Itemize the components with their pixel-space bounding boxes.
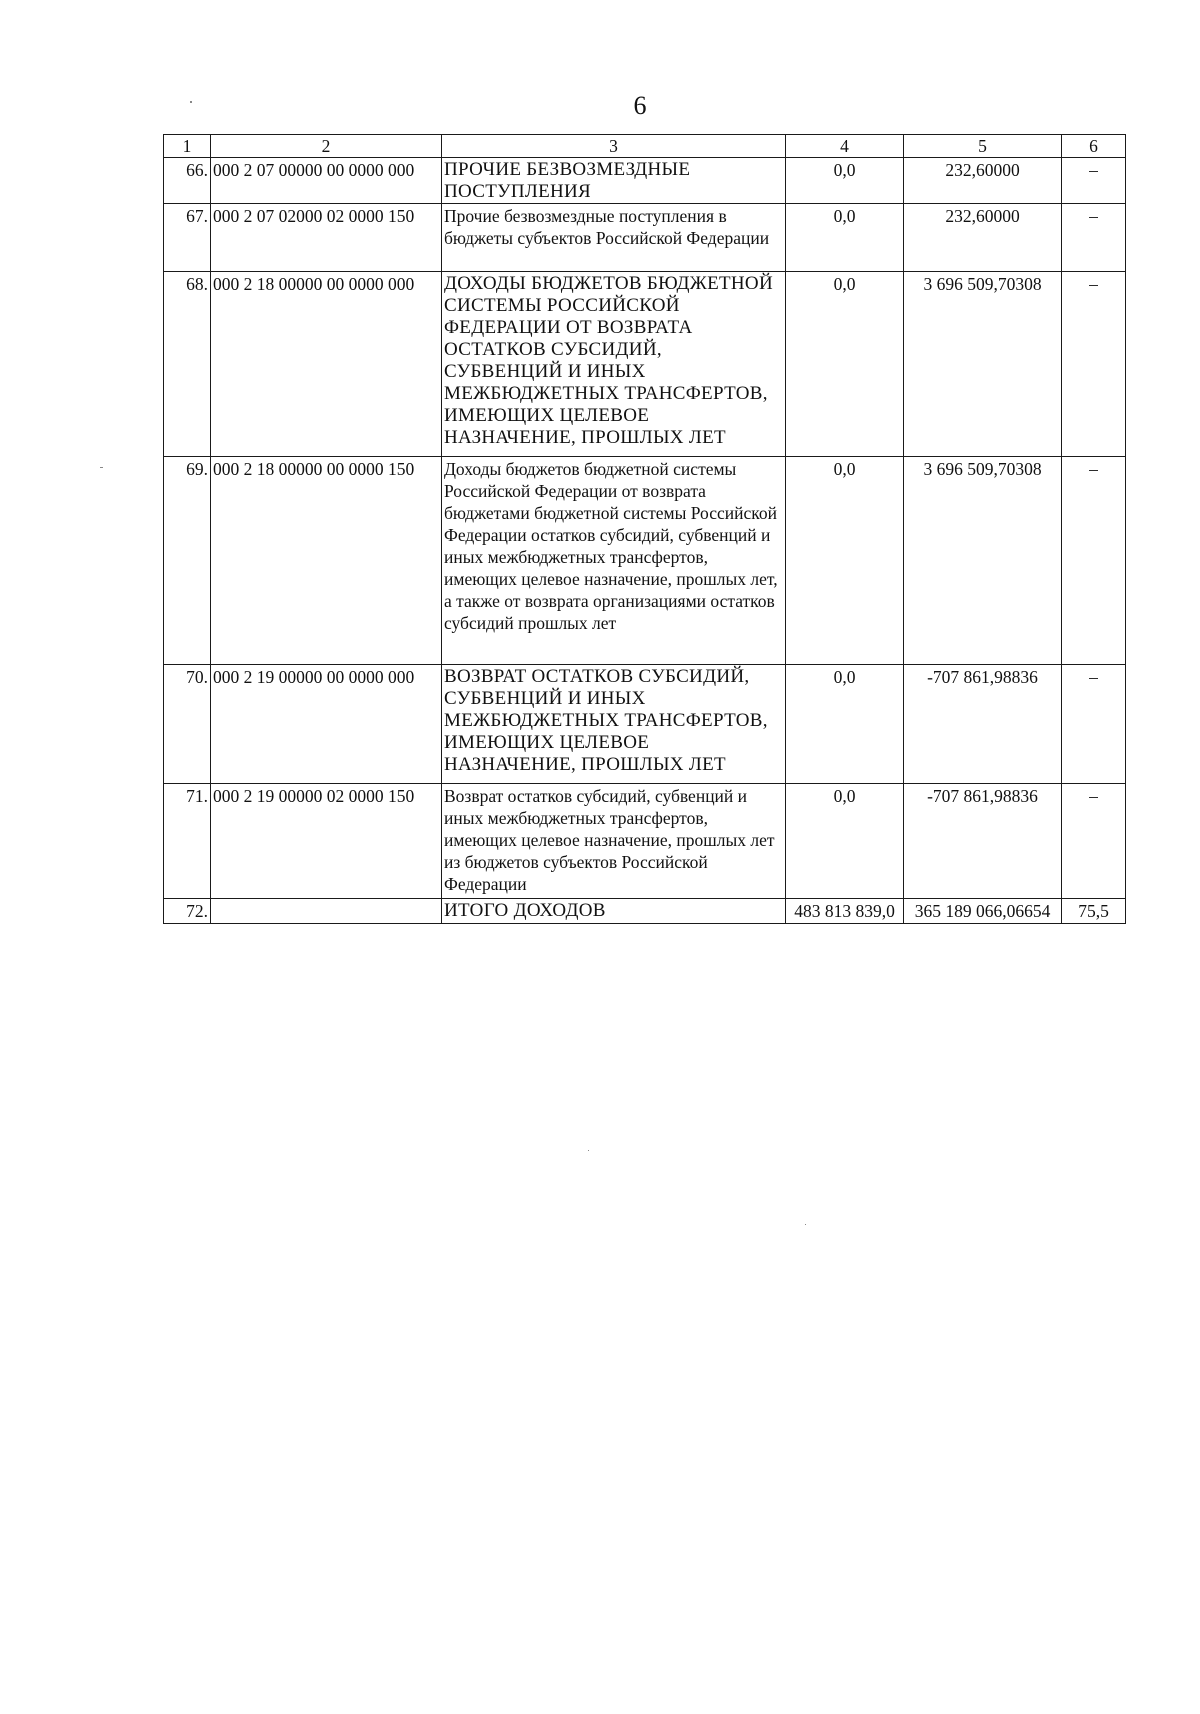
row-number: 68. (164, 272, 211, 457)
table-row (164, 784, 1126, 899)
header-col-5: 5 (904, 135, 1062, 158)
fact-value: 232,60000 (904, 158, 1062, 204)
scan-speck (100, 467, 103, 468)
fact-value: 3 696 509,70308 (904, 272, 1062, 457)
budget-code (211, 899, 442, 924)
page-number: 6 (633, 91, 647, 120)
income-table (163, 134, 1126, 924)
percent-value: – (1062, 457, 1126, 665)
scan-speck (190, 101, 192, 103)
table-row (164, 665, 1126, 784)
scan-speck (805, 1224, 806, 1225)
percent-value: – (1062, 204, 1126, 272)
fact-value: -707 861,98836 (904, 784, 1062, 899)
budget-code: 000 2 07 02000 02 0000 150 (211, 204, 442, 272)
row-number: 72. (164, 899, 211, 924)
fact-value: 3 696 509,70308 (904, 457, 1062, 665)
fact-value: 365 189 066,06654 (904, 899, 1062, 924)
plan-value: 0,0 (786, 665, 904, 784)
row-number: 67. (164, 204, 211, 272)
header-col-2: 2 (211, 135, 442, 158)
percent-value: – (1062, 158, 1126, 204)
percent-value: 75,5 (1062, 899, 1126, 924)
row-number: 70. (164, 665, 211, 784)
budget-code: 000 2 18 00000 00 0000 150 (211, 457, 442, 665)
income-name: ПРОЧИЕ БЕЗВОЗМЕЗДНЫЕ ПОСТУПЛЕНИЯ (442, 158, 786, 204)
income-name: ВОЗВРАТ ОСТАТКОВ СУБСИДИЙ, СУБВЕНЦИЙ И ИНЫХ МЕЖБЮДЖЕТНЫХ ТРАНСФЕРТОВ, ИМЕЮЩИХ ЦЕЛЕВОЕ НАЗНАЧЕНИЕ, ПРОШЛЫХ ЛЕТ (442, 665, 786, 784)
row-number: 69. (164, 457, 211, 665)
header-col-6: 6 (1062, 135, 1126, 158)
budget-code: 000 2 07 00000 00 0000 000 (211, 158, 442, 204)
budget-code: 000 2 19 00000 00 0000 000 (211, 665, 442, 784)
income-name: Прочие безвозмездные поступления в бюджеты субъектов Российской Федерации (442, 204, 786, 272)
plan-value: 0,0 (786, 784, 904, 899)
budget-code: 000 2 19 00000 02 0000 150 (211, 784, 442, 899)
income-name: ДОХОДЫ БЮДЖЕТОВ БЮДЖЕТНОЙ СИСТЕМЫ РОССИЙСКОЙ ФЕДЕРАЦИИ ОТ ВОЗВРАТА ОСТАТКОВ СУБСИДИЙ, СУБВЕНЦИЙ И ИНЫХ МЕЖБЮДЖЕТНЫХ ТРАНСФЕРТОВ, ИМЕЮЩИХ ЦЕЛЕВОЕ НАЗНАЧЕНИЕ, ПРОШЛЫХ ЛЕТ (442, 272, 786, 457)
table-row (164, 158, 1126, 204)
total-row (164, 899, 1126, 924)
percent-value: – (1062, 665, 1126, 784)
row-number: 71. (164, 784, 211, 899)
header-col-3: 3 (442, 135, 786, 158)
table-row (164, 204, 1126, 272)
table-row (164, 272, 1126, 457)
plan-value: 0,0 (786, 158, 904, 204)
plan-value: 0,0 (786, 457, 904, 665)
scan-speck (588, 1150, 589, 1151)
fact-value: -707 861,98836 (904, 665, 1062, 784)
header-row (164, 135, 1126, 158)
percent-value: – (1062, 272, 1126, 457)
table-body (164, 158, 1126, 924)
budget-code: 000 2 18 00000 00 0000 000 (211, 272, 442, 457)
fact-value: 232,60000 (904, 204, 1062, 272)
percent-value: – (1062, 784, 1126, 899)
plan-value: 0,0 (786, 204, 904, 272)
header-col-1: 1 (164, 135, 211, 158)
income-name: Возврат остатков субсидий, субвенций и иных межбюджетных трансфертов, имеющих целевое назначение, прошлых лет из бюджетов субъектов Российской Федерации (442, 784, 786, 899)
header-col-4: 4 (786, 135, 904, 158)
row-number: 66. (164, 158, 211, 204)
plan-value: 0,0 (786, 272, 904, 457)
table-row (164, 457, 1126, 665)
income-name: Доходы бюджетов бюджетной системы Российской Федерации от возврата бюджетами бюджетной системы Российской Федерации остатков субсидий, субвенций и иных межбюджетных трансфертов, имеющих целевое назначение, прошлых лет, а также от возврата организациями остатков субсидий прошлых лет (442, 457, 786, 665)
income-name: ИТОГО ДОХОДОВ (442, 899, 786, 924)
plan-value: 483 813 839,0 (786, 899, 904, 924)
